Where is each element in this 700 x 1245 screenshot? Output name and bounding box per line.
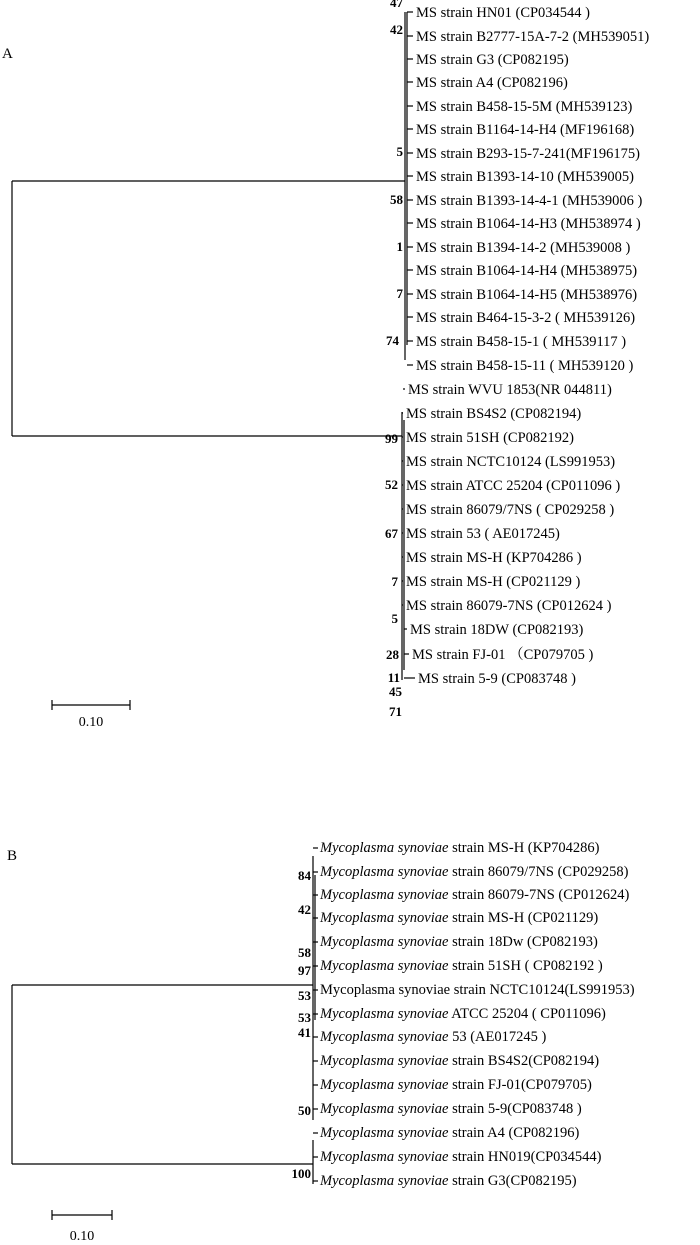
bootstrap-value: 53: [298, 1010, 311, 1025]
bootstrap-value: 71: [389, 704, 402, 719]
bootstrap-value: 41: [298, 1025, 311, 1040]
taxon-label: Mycoplasma synoviae strain MS-H (CP021129): [320, 910, 599, 926]
taxon-label: MS strain FJ-01 （CP079705 ): [412, 647, 594, 663]
taxon-label: Mycoplasma synoviae strain G3(CP082195): [320, 1173, 577, 1189]
bootstrap-value: 67: [385, 526, 398, 541]
taxon-label: MS strain HN01 (CP034544 ): [416, 5, 591, 21]
taxon-label: MS strain B2777-15A-7-2 (MH539051): [416, 29, 650, 45]
bootstrap-value: 58: [298, 945, 311, 960]
taxon-label: MS strain 18DW (CP082193): [410, 622, 584, 638]
taxon-label: MS strain 86079-7NS (CP012624 ): [406, 598, 612, 614]
taxon-label: Mycoplasma synoviae 53 (AE017245 ): [320, 1029, 547, 1045]
taxon-label: MS strain B1394-14-2 (MH539008 ): [416, 240, 631, 256]
taxon-label: Mycoplasma synoviae strain 18Dw (CP082193): [320, 934, 598, 950]
bootstrap-value: 58: [390, 192, 403, 207]
panel-a-tree: [2, 0, 649, 730]
bootstrap-value: 84: [298, 868, 311, 883]
taxon-label: Mycoplasma synoviae strain 5-9(CP083748 ): [320, 1101, 582, 1117]
taxon-label: MS strain B458-15-1 ( MH539117 ): [416, 334, 627, 350]
bootstrap-value: 52: [385, 477, 398, 492]
bootstrap-value: 50: [298, 1103, 311, 1118]
taxon-label: Mycoplasma synoviae strain MS-H (KP704286): [320, 840, 600, 856]
bootstrap-value: 100: [291, 1166, 311, 1181]
taxon-label: Mycoplasma synoviae strain HN019(CP034544): [320, 1149, 602, 1165]
bootstrap-value: 7: [391, 574, 398, 589]
taxon-label: Mycoplasma synoviae strain BS4S2(CP082194): [320, 1053, 600, 1069]
bootstrap-value: 5: [396, 144, 403, 159]
scale-bar-label: 0.10: [78, 715, 104, 730]
taxon-label: MS strain 53 ( AE017245): [406, 526, 560, 542]
taxon-label: MS strain A4 (CP082196): [416, 75, 568, 91]
bootstrap-value: 28: [386, 647, 399, 662]
bootstrap-value: 1: [396, 239, 403, 254]
bootstrap-value: 42: [298, 902, 311, 917]
bootstrap-value: 5: [391, 611, 398, 626]
taxon-label: MS strain B464-15-3-2 ( MH539126): [416, 310, 636, 326]
taxon-label: Mycoplasma synoviae ATCC 25204 ( CP011096): [320, 1006, 606, 1022]
taxon-label: MS strain 86079/7NS ( CP029258 ): [406, 502, 615, 518]
taxon-label: MS strain B1064-14-H4 (MH538975): [416, 263, 638, 279]
taxon-label: MS strain B293-15-7-241(MF196175): [416, 146, 640, 162]
taxon-label: MS strain MS-H (CP021129 ): [406, 574, 581, 590]
bootstrap-value: 47: [390, 0, 403, 10]
taxon-label: MS strain B458-15-11 ( MH539120 ): [416, 358, 634, 374]
taxon-label: MS strain 5-9 (CP083748 ): [418, 671, 576, 687]
taxon-label: MS strain G3 (CP082195): [416, 52, 569, 68]
taxon-label: MS strain WVU 1853(NR 044811): [408, 382, 612, 398]
taxon-label: MS strain B1064-14-H3 (MH538974 ): [416, 216, 641, 232]
panel-label-a: A: [2, 46, 13, 62]
taxon-label: MS strain BS4S2 (CP082194): [406, 406, 582, 422]
taxon-label: MS strain 51SH (CP082192): [406, 430, 574, 446]
taxon-label: Mycoplasma synoviae strain 86079/7NS (CP029258): [320, 864, 629, 880]
taxon-label: Mycoplasma synoviae strain NCTC10124(LS991953): [320, 982, 635, 998]
taxon-label: MS strain B1164-14-H4 (MF196168): [416, 122, 635, 138]
taxon-label: MS strain ATCC 25204 (CP011096 ): [406, 478, 621, 494]
bootstrap-value: 45: [389, 684, 402, 699]
taxon-label: Mycoplasma synoviae strain 86079-7NS (CP012624): [320, 887, 630, 903]
panel-label-b: B: [7, 848, 18, 864]
taxon-label: MS strain NCTC10124 (LS991953): [406, 454, 616, 470]
bootstrap-value: 42: [390, 22, 403, 37]
taxon-label: MS strain B458-15-5M (MH539123): [416, 99, 633, 115]
bootstrap-value: 99: [385, 431, 398, 446]
taxon-label: Mycoplasma synoviae strain 51SH ( CP082192 ): [320, 958, 603, 974]
bootstrap-value: 97: [298, 963, 311, 978]
taxon-label: MS strain B1393-14-4-1 (MH539006 ): [416, 193, 643, 209]
taxon-label: MS strain B1064-14-H5 (MH538976): [416, 287, 638, 303]
bootstrap-value: 53: [298, 988, 311, 1003]
taxon-label: Mycoplasma synoviae strain FJ-01(CP079705): [320, 1077, 592, 1093]
taxon-label: Mycoplasma synoviae strain A4 (CP082196): [320, 1125, 580, 1141]
bootstrap-value: 7: [396, 286, 403, 301]
taxon-label: MS strain MS-H (KP704286 ): [406, 550, 582, 566]
scale-bar-label: 0.10: [69, 1229, 95, 1244]
panel-b-tree: [7, 840, 635, 1244]
bootstrap-value: 74: [386, 333, 399, 348]
taxon-label: MS strain B1393-14-10 (MH539005): [416, 169, 634, 185]
bootstrap-value: 11: [387, 670, 400, 685]
